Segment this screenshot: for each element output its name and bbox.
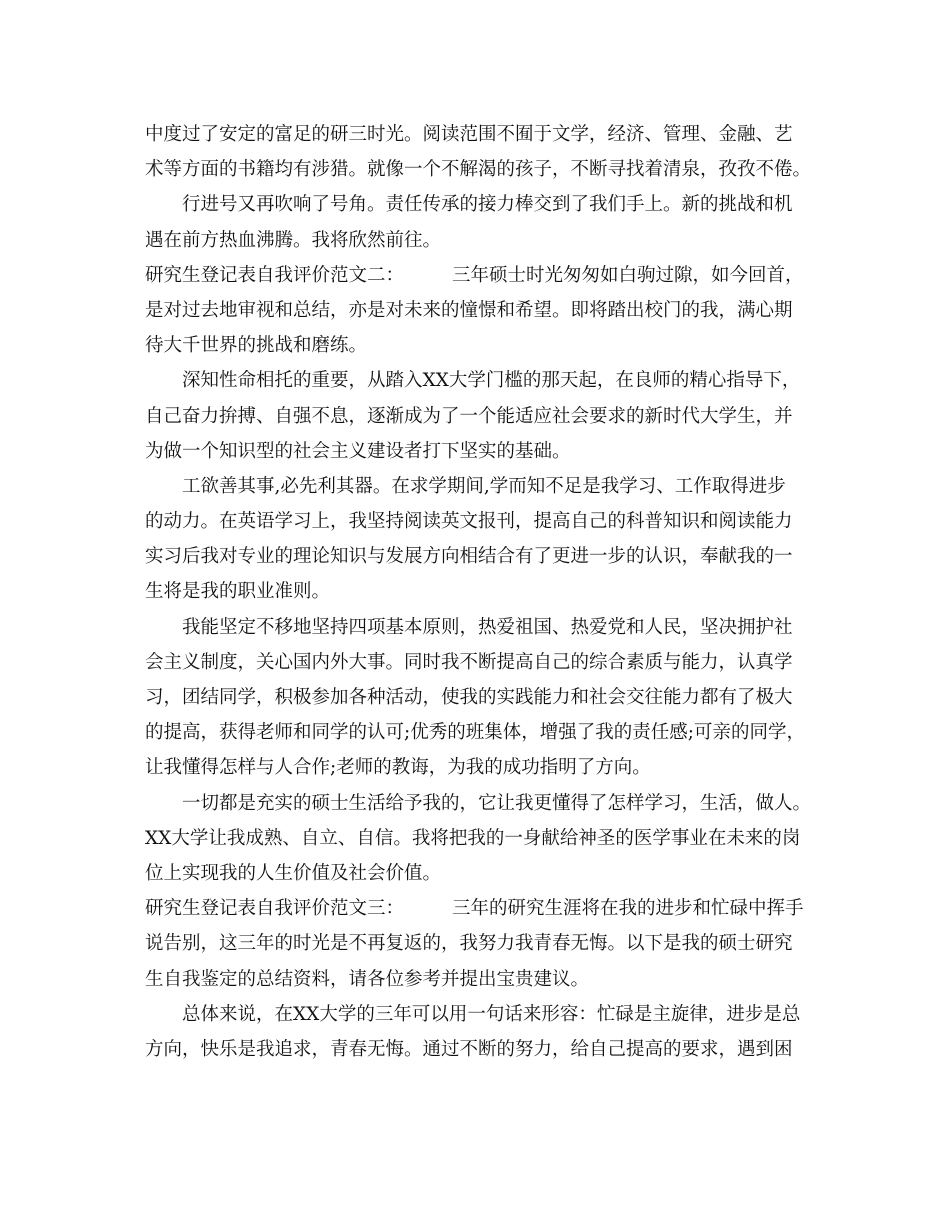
text-line (145, 962, 810, 997)
text-line (145, 997, 810, 1032)
line-text: 的动力。在英语学习上，我坚持阅读英文报刊，提高自己的科普知识和阅读能力 (145, 511, 793, 533)
line-text: 生自我鉴定的总结资料，请各位参考并提出宝贵建议。 (145, 968, 590, 990)
text-line (145, 223, 810, 258)
text-line (145, 187, 810, 222)
line-text: 让我懂得怎样与人合作;老师的教诲，为我的成功指明了方向。 (145, 757, 651, 779)
line-text: 我能坚定不移地坚持四项基本原则，热爱祖国、热爱党和人民，坚决拥护社 (182, 616, 793, 638)
text-line (145, 293, 810, 328)
text-line (145, 610, 810, 645)
text-line (145, 469, 810, 504)
text-line (145, 926, 810, 961)
text-line (145, 328, 810, 363)
text-line (145, 750, 810, 785)
line-text: 自己奋力拚搏、自强不息，逐渐成为了一个能适应社会要求的新时代大学生，并 (145, 405, 793, 427)
line-text: 中度过了安定的富足的研三时光。阅读范围不囿于文学，经济、管理、金融、艺 (145, 124, 793, 145)
text-line (145, 539, 810, 574)
line-text: 位上实现我的人生价值及社会价值。 (145, 862, 442, 884)
text-line (145, 504, 810, 539)
text-line (145, 645, 810, 680)
text-line (145, 856, 810, 891)
line-text: 三年的研究生涯将在我的进步和忙碌中挥手 (452, 898, 804, 920)
line-text: 的提高，获得老师和同学的认可;优秀的班集体，增强了我的责任感;可亲的同学， (145, 722, 805, 744)
line-text: 方向，快乐是我追求，青春无悔。通过不断的努力，给自己提高的要求，遇到困 (145, 1038, 793, 1060)
line-text: 待大千世界的挑战和磨练。 (145, 335, 368, 357)
line-text: 遇在前方热血沸腾。我将欣然前往。 (145, 229, 442, 251)
line-text: 三年硕士时光匆匆如白驹过隙，如今回首， (452, 264, 804, 286)
text-line (145, 363, 810, 398)
text-line (145, 891, 810, 926)
line-text: 工欲善其事,必先利其器。在求学期间,学而知不足是我学习、工作取得进步 (182, 475, 786, 497)
text-line (145, 574, 810, 609)
line-text: 生将是我的职业准则。 (145, 581, 331, 603)
text-line (145, 117, 810, 152)
text-line (145, 258, 810, 293)
section-heading: 研究生登记表自我评价范文二： (145, 264, 405, 286)
text-line (145, 1032, 810, 1067)
line-text: 行进号又再吹响了号角。责任传承的接力棒交到了我们手上。新的挑战和机 (182, 194, 793, 216)
text-line (145, 680, 810, 715)
text-line (145, 434, 810, 469)
line-text: 术等方面的书籍均有涉猎。就像一个不解渴的孩子，不断寻找着清泉，孜孜不倦。 (145, 159, 812, 181)
text-line (145, 715, 810, 750)
text-line (145, 821, 810, 856)
text-line (145, 152, 810, 187)
line-text: 总体来说，在XX大学的三年可以用一句话来形容：忙碌是主旋律，进步是总 (182, 1003, 801, 1025)
line-text: 一切都是充实的硕士生活给予我的，它让我更懂得了怎样学习，生活，做人。 (182, 792, 812, 814)
line-text: 是对过去地审视和总结，亦是对未来的憧憬和希望。即将踏出校门的我，满心期 (145, 299, 793, 321)
line-text: 深知性命相托的重要，从踏入XX大学门槛的那天起，在良师的精心指导下， (182, 370, 801, 392)
line-text: 习，团结同学，积极参加各种活动，使我的实践能力和社会交往能力都有了极大 (145, 687, 793, 708)
line-text: XX大学让我成熟、自立、自信。我将把我的一身献给神圣的医学事业在未来的岗 (145, 827, 801, 849)
text-line (145, 786, 810, 821)
line-text: 实习后我对专业的理论知识与发展方向相结合有了更进一步的认识，奉献我的一 (145, 546, 793, 568)
document-body (145, 117, 810, 1067)
line-text: 会主义制度，关心国内外大事。同时我不断提高自己的综合素质与能力，认真学 (145, 651, 793, 673)
line-text: 说告别，这三年的时光是不再复返的，我努力我青春无悔。以下是我的硕士研究 (145, 933, 793, 955)
section-heading: 研究生登记表自我评价范文三： (145, 898, 405, 920)
text-line (145, 399, 810, 434)
line-text: 为做一个知识型的社会主义建设者打下坚实的基础。 (145, 440, 571, 462)
